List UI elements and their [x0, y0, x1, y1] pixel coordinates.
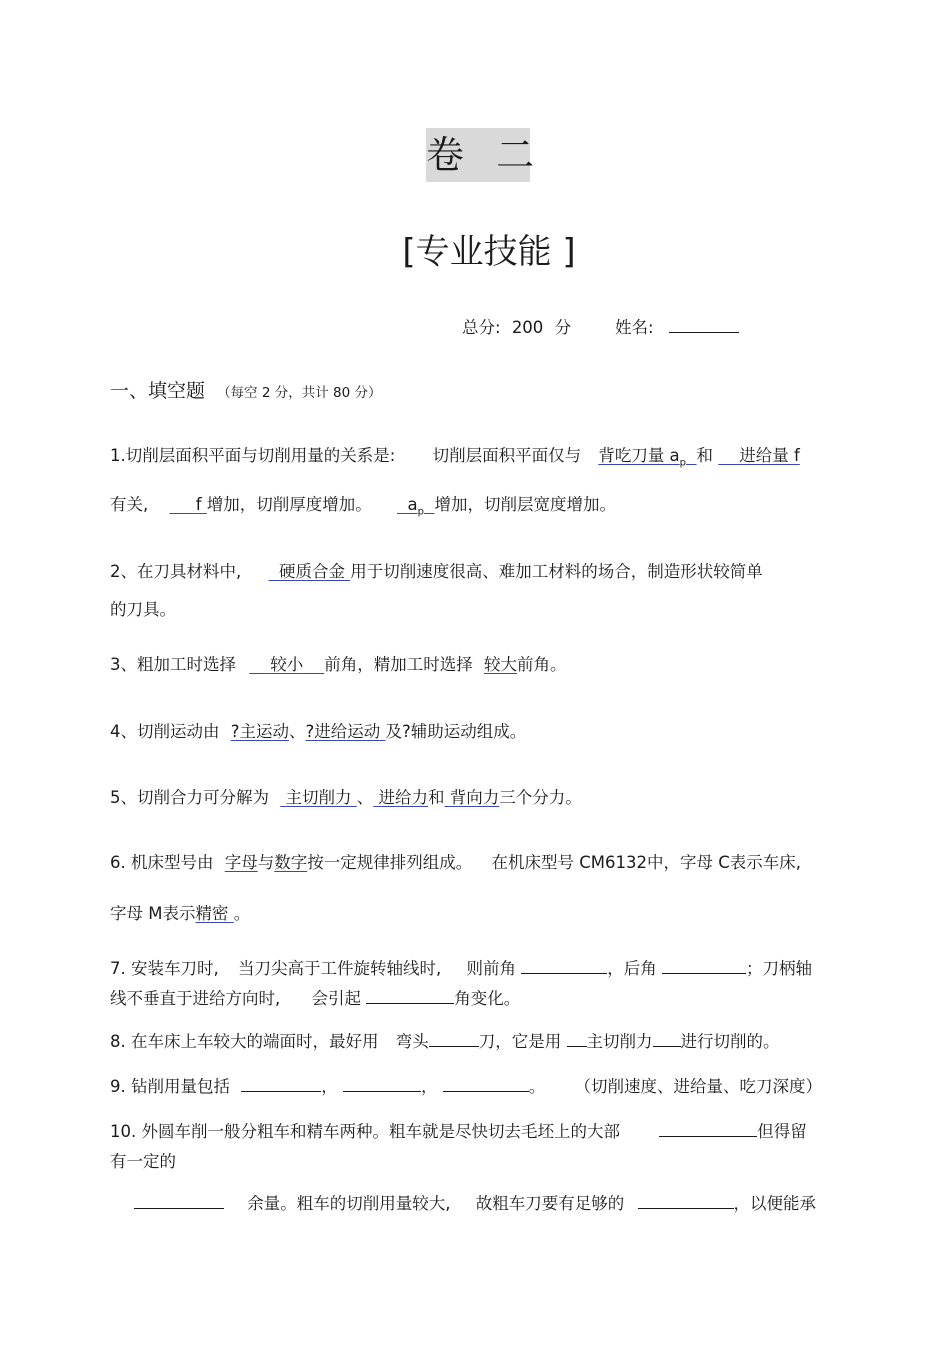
question-10-line-1: [110, 1120, 807, 1144]
q1-text-d: 增加，切削厚度增加。: [206, 495, 372, 514]
q1-text-c: 有关,: [110, 495, 149, 514]
q9-sep-1: ，: [321, 1077, 338, 1096]
q1-text-e: 增加，切削层宽度增加。: [434, 495, 617, 514]
q1-and: 和: [696, 446, 714, 465]
q3-text-b: 前角，精加工时选择: [324, 655, 473, 674]
q5-answer-3: 背向力: [449, 788, 500, 807]
q8-text-a: 8. 在车床上车较大的端面时，最好用: [110, 1032, 379, 1051]
q7-text-c: 则前角: [466, 959, 516, 978]
q5-text-a: 5、切削合力可分解为: [110, 788, 269, 807]
name-line: [615, 316, 739, 340]
q7-text-g: 会引起: [311, 989, 361, 1008]
q5-answer-2: 进给力: [378, 788, 428, 807]
q9-text-a: 9. 钻削用量包括: [110, 1077, 230, 1096]
q6-text-d: 字母 M表示: [110, 904, 196, 923]
q10-blank-3[interactable]: [638, 1192, 734, 1209]
name-label: 姓名:: [615, 318, 654, 337]
q9-end: 。: [528, 1077, 546, 1096]
q7-text-h: 角变化。: [454, 989, 521, 1008]
q4-text-a: 4、切削运动由: [110, 722, 220, 741]
q9-note: （切削速度、进给量、吃刀深度）: [574, 1077, 822, 1096]
question-1-line-2: [110, 493, 616, 524]
q8-text-b: 刀，它是用: [478, 1032, 562, 1051]
q2-answer: 硬质合金: [279, 562, 345, 581]
q10-blank-2[interactable]: [134, 1192, 224, 1209]
q7-text-f: 线不垂直于进给方向时,: [110, 989, 281, 1008]
question-6-line-1: [110, 851, 801, 875]
question-7-line-1: [110, 957, 812, 981]
q7-blank-2[interactable]: [662, 957, 746, 974]
q5-answer-1: 主切削力: [285, 788, 352, 807]
q10-text-a: 10. 外圆车削一般分粗车和精车两种。粗车就是尽快切去毛坯上的大部: [110, 1122, 620, 1141]
q6-text-a: 6. 机床型号由: [110, 853, 214, 872]
q4-sep: 、: [289, 722, 306, 741]
question-3: [110, 653, 566, 677]
question-10-line-3: [134, 1192, 816, 1216]
question-4: [110, 720, 526, 744]
question-2-line-2: 的刀具。: [110, 600, 176, 619]
score-line: [462, 316, 571, 340]
score-value: 200: [511, 318, 544, 337]
q1-answer-2: 进给量 f: [739, 446, 800, 465]
q10-text-e: 故粗车刀要有足够的: [475, 1194, 625, 1213]
q3-answer-1: 较小: [270, 655, 304, 674]
q9-sep-2: ，: [421, 1077, 438, 1096]
q4-text-b: 及?辅助运动组成。: [385, 722, 527, 741]
name-blank[interactable]: [669, 316, 739, 333]
q8-answer-1: 弯头: [395, 1032, 429, 1051]
q5-text-b: 三个分力。: [499, 788, 582, 807]
q6-answer-2: 数字: [274, 853, 308, 872]
q1-answer-4: $a_p$: [407, 495, 425, 518]
q4-answer-2: ?进给运动: [305, 722, 381, 741]
question-8: [110, 1030, 780, 1054]
exam-subject-title: [专业技能 ]: [402, 232, 576, 272]
q7-text-a: 7. 安装车刀时,: [110, 959, 219, 978]
q8-blank-post-1: [429, 1030, 479, 1047]
q1-text-b: 切削层面积平面仅与: [432, 446, 582, 465]
question-7-line-2: [110, 987, 520, 1011]
q4-answer-1: ?主运动: [230, 722, 290, 741]
section-note: （每空 2 分，共计 80 分）: [217, 385, 382, 401]
q1-answer-3: f: [195, 495, 202, 514]
q8-blank-post-2: [653, 1030, 681, 1047]
q7-blank-3[interactable]: [366, 987, 454, 1004]
q7-blank-1[interactable]: [521, 957, 607, 974]
q8-answer-2: 主切削力: [586, 1032, 653, 1051]
q7-text-e: ；刀柄轴: [745, 959, 812, 978]
question-10-line-2: 有一定的: [110, 1152, 176, 1171]
q10-text-f: ，以便能承: [733, 1194, 816, 1213]
q6-answer-1: 字母: [224, 853, 258, 872]
q3-text-c: 前角。: [516, 655, 567, 674]
q2-text-b: 用于切削速度很高、难加工材料的场合，制造形状较简单: [350, 562, 763, 581]
q6-text-c: 在机床型号 CM6132中，字母 C表示车床,: [491, 853, 802, 872]
q3-text-a: 3、粗加工时选择: [110, 655, 236, 674]
question-5: [110, 786, 582, 810]
q10-text-b: 但得留: [757, 1122, 807, 1141]
section-heading: [110, 378, 382, 406]
q10-text-d: 余量。粗车的切削用量较大,: [247, 1194, 451, 1213]
q8-text-c: 进行切削的。: [680, 1032, 780, 1051]
q1-answer-1: 背吃刀量 $a_p$: [598, 446, 687, 469]
question-9: [110, 1075, 822, 1099]
question-1-line-1: [110, 444, 800, 475]
q9-blank-1[interactable]: [241, 1075, 321, 1092]
q9-blank-2[interactable]: [343, 1075, 421, 1092]
section-title: 一、填空题: [110, 380, 206, 402]
q7-text-b: 当刀尖高于工件旋转轴线时,: [237, 959, 442, 978]
q6-text-b: 按一定规律排列组成。: [307, 853, 473, 872]
q9-blank-3[interactable]: [443, 1075, 529, 1092]
q8-blank-pre-2: [567, 1030, 587, 1047]
q6-text-e: 。: [233, 904, 251, 923]
q10-blank-1[interactable]: [659, 1120, 757, 1137]
exam-volume-title: 卷 二: [426, 128, 530, 182]
question-6-line-2: [110, 902, 250, 926]
q1-text-a: 1.切削层面积平面与切削用量的关系是:: [110, 446, 396, 465]
q6-answer-3: 精密: [195, 904, 229, 923]
q3-answer-2: 较大: [483, 655, 517, 674]
q2-text-a: 2、在刀具材料中,: [110, 562, 242, 581]
q5-and: 和: [428, 788, 445, 807]
q7-text-d: ，后角: [607, 959, 657, 978]
q5-sep: 、: [356, 788, 374, 807]
score-unit: 分: [554, 318, 572, 337]
q6-and: 与: [257, 853, 275, 872]
score-label: 总分:: [462, 318, 501, 337]
question-2-line-1: [110, 560, 763, 584]
